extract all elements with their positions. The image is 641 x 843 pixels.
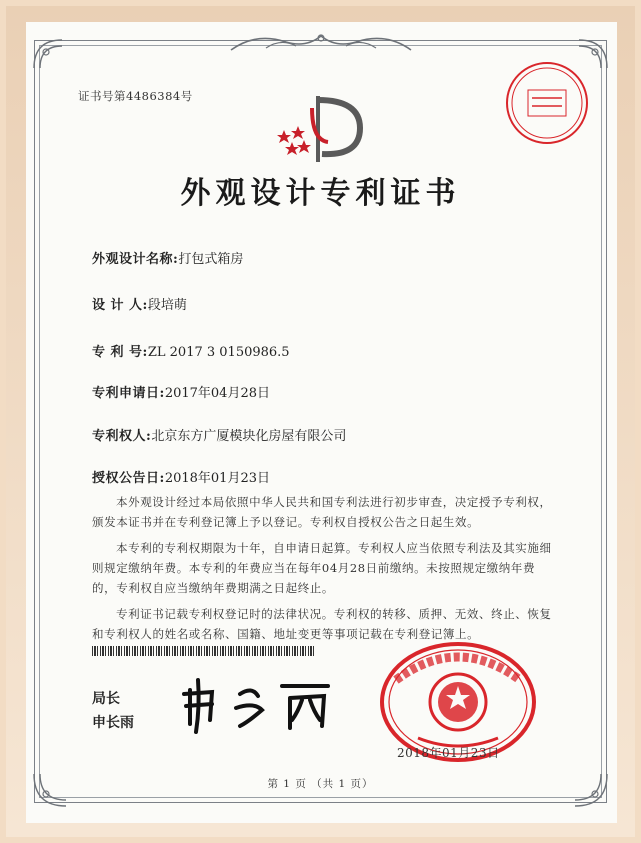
design-name-row <box>92 248 243 267</box>
paragraph-grant: 本外观设计经过本局依照中华人民共和国专利法进行初步审查，决定授予专利权，颁发本证书并在专利登记簿上予以登记。专利权自授权公告之日起生效。 <box>92 495 552 529</box>
patent-number-row <box>92 341 290 360</box>
grant-date-value: 2018年01月23日 <box>164 471 270 486</box>
certificate-title: 外观设计专利证书 <box>180 176 461 211</box>
application-date-value: 2017年04月28日 <box>164 386 270 401</box>
corner-ornament-icon <box>30 36 66 72</box>
certificate-number: 证书号第4486384号 <box>78 89 193 103</box>
design-name-value: 打包式箱房 <box>178 252 244 267</box>
designer-value: 段培萌 <box>147 298 187 313</box>
small-seal-icon <box>504 60 590 146</box>
issue-date: 2018年01月23日 <box>397 746 500 760</box>
application-date-label: 专利申请日: <box>92 386 165 401</box>
paragraph-legal-status: 专利证书记载专利权登记时的法律状况。专利权的转移、质押、无效、终止、恢复和专利权人的姓名或名称、国籍、地址变更等事项记载在专利登记簿上。 <box>92 607 552 641</box>
application-date-row <box>92 382 270 401</box>
patent-number-value: ZL 2017 3 0150986.5 <box>147 345 290 360</box>
director-signature-icon <box>178 676 348 736</box>
grant-date-label: 授权公告日: <box>92 471 165 486</box>
patentee-label: 专利权人: <box>92 429 152 444</box>
certificate-body-text <box>92 492 552 650</box>
patentee-row <box>92 425 346 444</box>
paragraph-term: 本专利的专利权期限为十年，自申请日起算。专利权人应当依照专利法及其实施细则规定缴纳年费。本专利的年费应当在每年04月28日前缴纳。未按照规定缴纳年费的，专利权自应当缴纳年费期满之日起终止。 <box>92 541 552 595</box>
patent-number-label: 专 利 号: <box>92 345 148 360</box>
page-footer: 第 1 页 （共 1 页） <box>267 778 374 790</box>
patent-office-emblem-icon <box>272 90 368 168</box>
barcode-icon <box>92 646 314 656</box>
patentee-value: 北京东方广厦模块化房屋有限公司 <box>151 429 347 444</box>
design-name-label: 外观设计名称: <box>92 252 179 267</box>
top-ornament-icon <box>226 30 416 54</box>
designer-row <box>92 294 187 313</box>
grant-date-row <box>92 467 270 486</box>
designer-label: 设 计 人: <box>92 298 148 313</box>
director-name: 申长雨 <box>92 715 134 731</box>
director-title: 局长 <box>92 691 120 707</box>
